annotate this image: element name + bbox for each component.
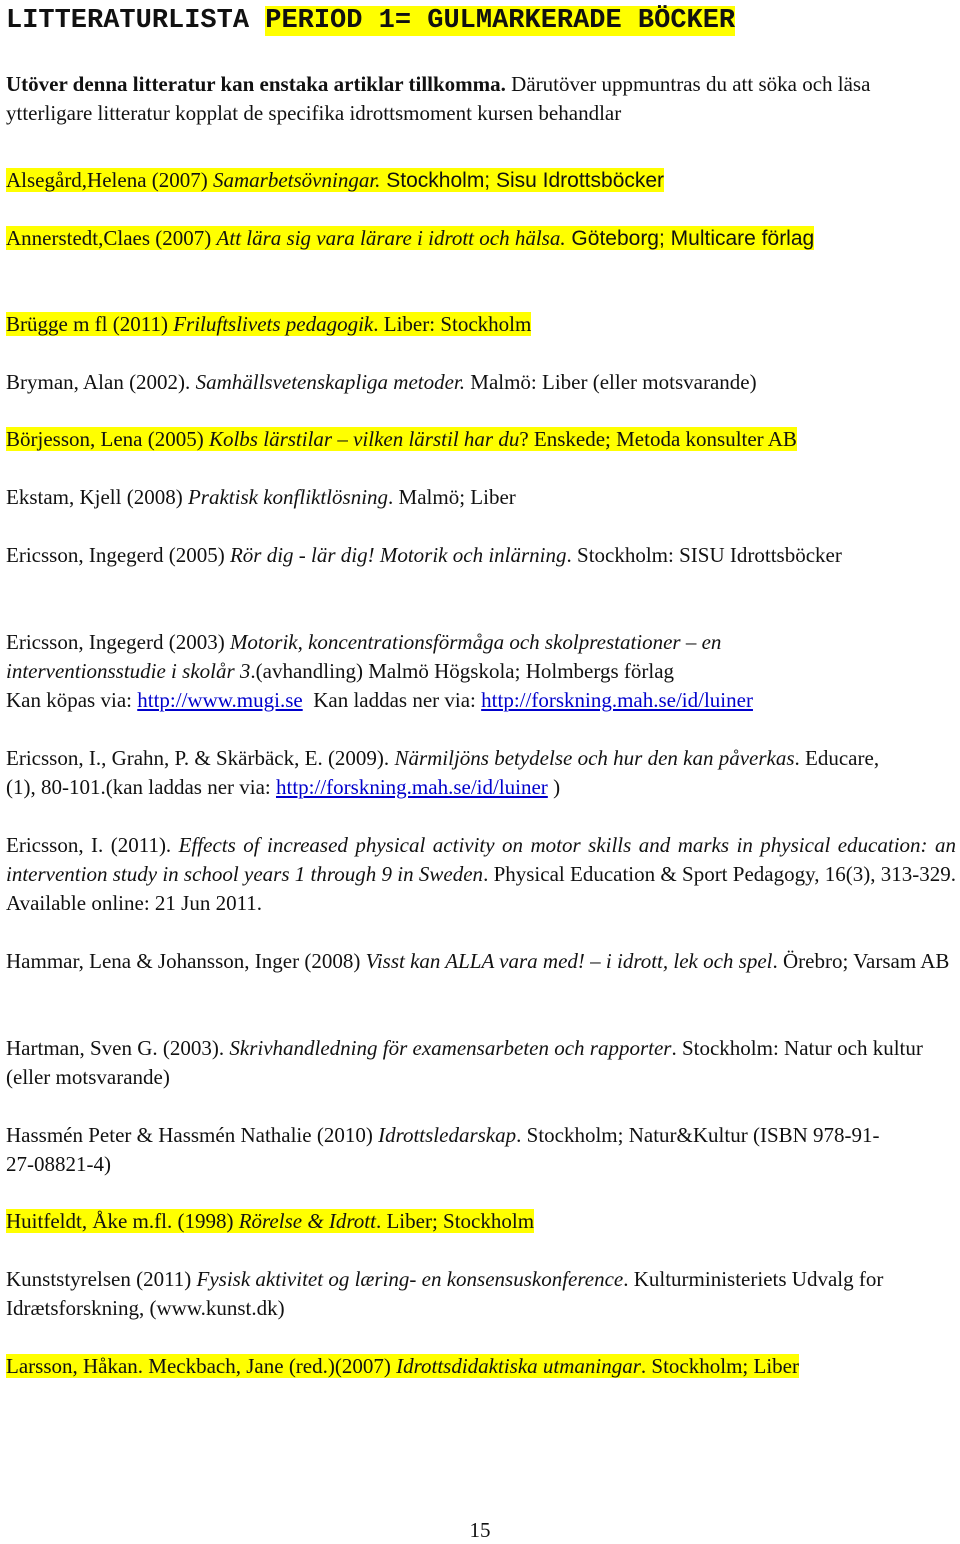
page-title: LITTERATURLISTA PERIOD 1= GULMARKERADE BÖCKER [6, 6, 736, 36]
entry-alsegard: Alsegård,Helena (2007) Samarbetsövningar. Stockholm; Sisu Idrottsböcker [6, 168, 665, 192]
entry-hassmen: Hassmén Peter & Hassmén Nathalie (2010) Idrottsledarskap. Stockholm; Natur&Kultur (ISBN 978-91-27-08821-4) [6, 1123, 880, 1176]
entry-annerstedt: Annerstedt,Claes (2007) Att lära sig vara lärare i idrott och hälsa. Göteborg; Multicare förlag [6, 226, 815, 250]
entry-ericsson-2005: Ericsson, Ingegerd (2005) Rör dig - lär dig! Motorik och inlärning. Stockholm: SISU Idrottsböcker [6, 543, 842, 567]
entry-ekstam: Ekstam, Kjell (2008) Praktisk konfliktlösning. Malmö; Liber [6, 485, 516, 509]
entry-kunststyrelsen: Kunststyrelsen (2011) Fysisk aktivitet og læring- en konsensuskonference. Kulturministeriets Udvalg for Idrætsforskning, (www.kunst.dk) [6, 1267, 884, 1320]
forskning-link-2[interactable]: http://forskning.mah.se/id/luiner [276, 775, 548, 799]
entry-bryman: Bryman, Alan (2002). Samhällsvetenskapliga metoder. Malmö: Liber (eller motsvarande) [6, 370, 757, 394]
entry-larsson: Larsson, Håkan. Meckbach, Jane (red.)(2007) Idrottsdidaktiska utmaningar. Stockholm; Liber [6, 1354, 799, 1378]
entry-hammar: Hammar, Lena & Johansson, Inger (2008) Visst kan ALLA vara med! – i idrott, lek och spel. Örebro; Varsam AB [6, 949, 950, 973]
entry-brugge: Brügge m fl (2011) Friluftslivets pedagogik. Liber: Stockholm [6, 312, 532, 336]
period-highlight: PERIOD 1= GULMARKERADE BÖCKER [265, 6, 736, 36]
mugi-link[interactable]: http://www.mugi.se [137, 688, 303, 712]
page-number: 15 [469, 1518, 491, 1542]
intro-bold: Utöver denna litteratur kan enstaka artiklar tillkomma. [6, 72, 506, 96]
entry-ericsson-2011: Ericsson, I. (2011). Effects of increased physical activity on motor skills and marks in physical education: an intervention study in school years 1 through 9 in Sweden. Physical Education & Sport Pedagogy, 16(3), 313-329. Available online: 21 Jun 2011. [6, 833, 956, 915]
entry-huitfeldt: Huitfeldt, Åke m.fl. (1998) Rörelse & Idrott. Liber; Stockholm [6, 1209, 535, 1233]
entry-hartman: Hartman, Sven G. (2003). Skrivhandledning för examensarbeten och rapporter. Stockholm: Natur och kultur (eller motsvarande) [6, 1036, 923, 1089]
entry-ericsson-2009: Ericsson, I., Grahn, P. & Skärbäck, E. (2009). Närmiljöns betydelse och hur den kan påverkas. Educare, (1), 80-101.(kan laddas ner via: http://forskning.mah.se/id/luiner ) [6, 746, 880, 799]
entry-ericsson-2003: Ericsson, Ingegerd (2003) Motorik, koncentrationsförmåga och skolprestationer – en interventionsstudie i skolår 3.(avhandling) Malmö Högskola; Holmbergs förlag Kan köpas via: http://www.mugi.se Kan laddas ner via: http://forskning.mah.se/id/luiner [6, 630, 753, 712]
forskning-link-1[interactable]: http://forskning.mah.se/id/luiner [481, 688, 753, 712]
entry-borjesson: Börjesson, Lena (2005) Kolbs lärstilar – vilken lärstil har du? Enskede; Metoda konsulter AB [6, 427, 797, 451]
intro-paragraph: Utöver denna litteratur kan enstaka artiklar tillkomma. Därutöver uppmuntras du att söka och läsa ytterligare litteratur kopplat de specifika idrottsmoment kursen behandlar [6, 72, 871, 125]
